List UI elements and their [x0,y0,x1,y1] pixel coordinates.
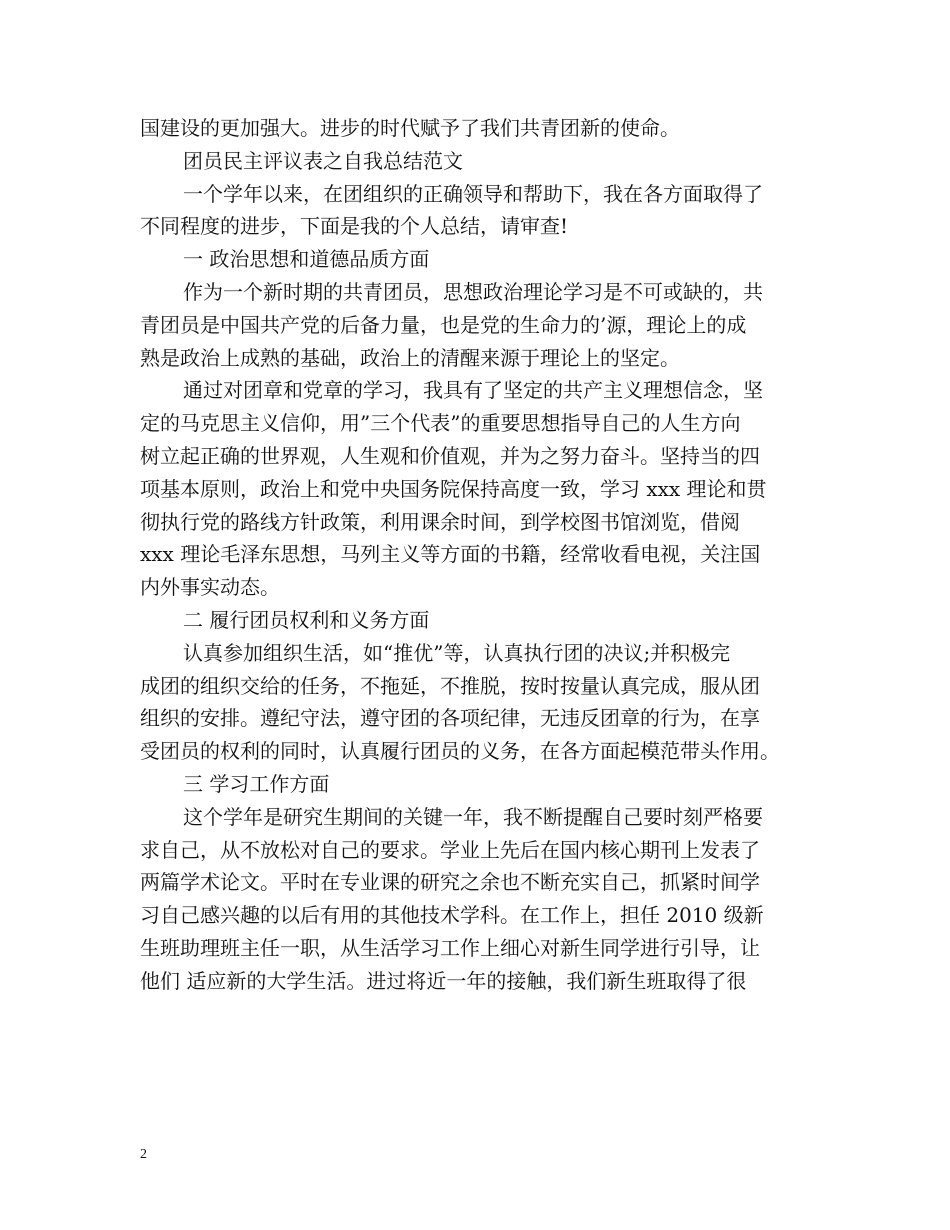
text-line: 他们 适应新的大学生活。进过将近一年的接触，我们新生班取得了很 [140,968,747,993]
text-line: 组织的安排。遵纪守法，遵守团的各项纪律，无违反团章的行为，在享 [140,706,760,731]
text-line: 求自己，从不放松对自己的要求。学业上先后在国内核心期刊上发表了 [140,837,760,862]
text-line: 一个学年以来，在团组织的正确领导和帮助下，我在各方面取得了 [183,181,763,206]
document-body [140,112,830,998]
text-line: 团员民主评议表之自我总结范文 [183,148,463,173]
text-line: 作为一个新时期的共青团员，思想政治理论学习是不可或缺的，共 [183,279,763,304]
text-line: 国建设的更加强大。进步的时代赋予了我们共青团新的使命。 [140,116,680,140]
text-line: 定的马克思主义信仰，用”三个代表”的重要思想指导自己的人生方向 [140,411,741,436]
text-line: 内外事实动态。 [140,575,280,600]
text-line: 树立起正确的世界观，人生观和价值观，并为之努力奋斗。坚持当的四 [140,443,760,468]
text-line: 一 政治思想和道德品质方面 [183,247,430,272]
page-number: 2 [140,1147,147,1162]
text-line: 项基本原则，政治上和党中央国务院保持高度一致，学习 xxx 理论和贯 [140,476,767,501]
text-line: 青团员是中国共产党的后备力量，也是党的生命力的’源，理论上的成 [140,312,747,337]
text-line: 通过对团章和党章的学习，我具有了坚定的共产主义理想信念，坚 [183,378,763,403]
text-line: 二 履行团员权利和义务方面 [183,607,430,632]
text-line: 习自己感兴趣的以后有用的其他技术学科。在工作上，担任 2010 级新 [140,903,764,928]
text-line: 生班助理班主任一职，从生活学习工作上细心对新生同学进行引导，让 [140,935,760,960]
text-line: 不同程度的进步，下面是我的个人总结，请审查! [140,214,569,239]
text-line: 受团员的权利的同时，认真履行团员的义务，在各方面起模范带头作用。 [140,739,780,764]
text-line: 认真参加组织生活，如“推优”等，认真执行团的决议;并积极完 [183,640,731,665]
text-line: 这个学年是研究生期间的关键一年，我不断提醒自己要时刻严格要 [183,804,763,829]
text-line: xxx 理论毛泽东思想，马列主义等方面的书籍，经常收看电视，关注国 [140,542,761,567]
text-line: 熟是政治上成熟的基础，政治上的清醒来源于理论上的坚定。 [140,345,680,370]
text-line: 两篇学术论文。平时在专业课的研究之余也不断充实自己，抓紧时间学 [140,870,760,895]
text-line: 彻执行党的路线方针政策，利用课余时间，到学校图书馆浏览，借阅 [140,509,740,534]
text-line: 成团的组织交给的任务，不拖延，不推脱，按时按量认真完成，服从团 [140,673,760,698]
text-line: 三 学习工作方面 [183,771,330,796]
